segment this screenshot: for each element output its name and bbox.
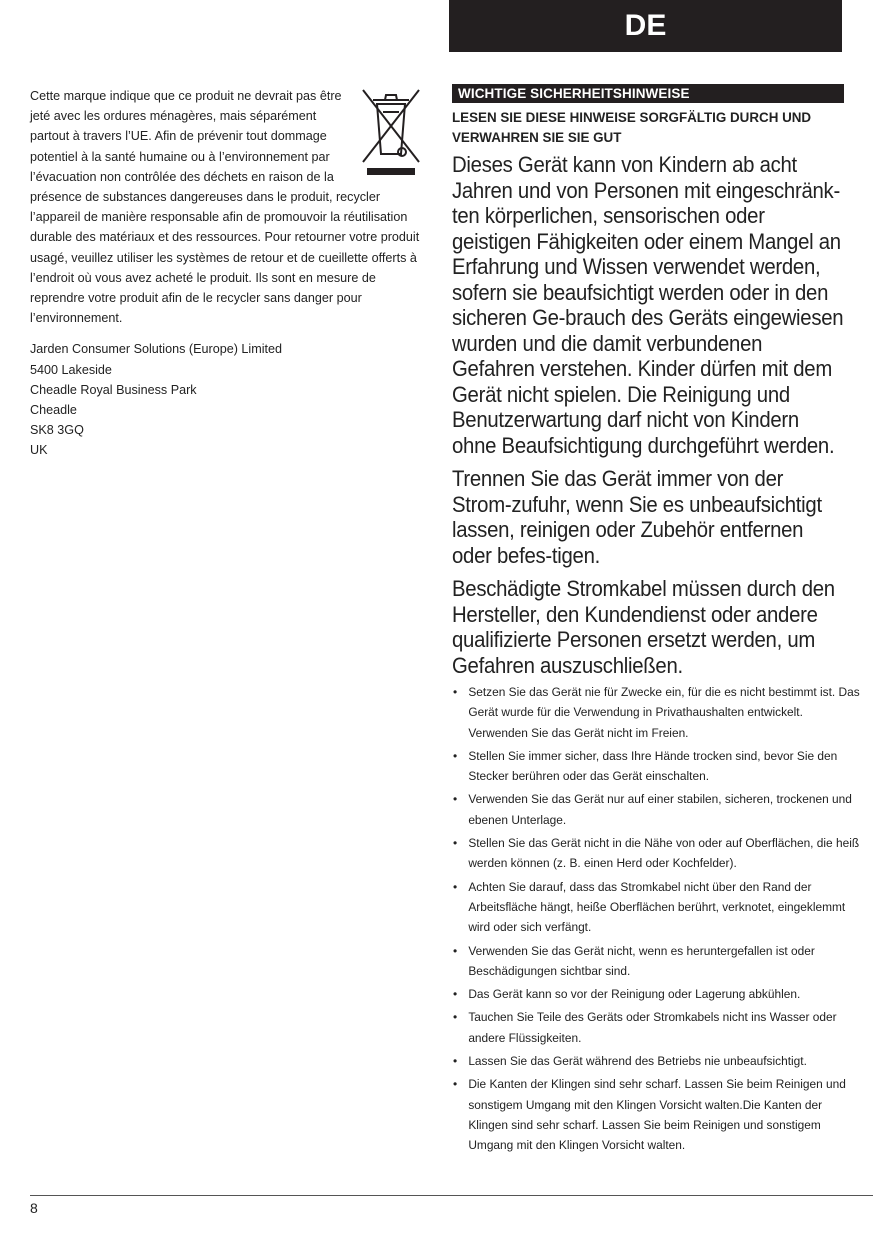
bullet-text: Setzen Sie das Gerät nie für Zwecke ein, für die es nicht bestimmt ist. Das Gerät wurde für die Verwendung in Privathaushalten entwickelt. Verwenden Sie das Gerät nicht im Freien. <box>468 685 860 740</box>
bullet-item <box>452 746 860 787</box>
bullet-item <box>452 1007 860 1048</box>
weee-description: Cette marque indique que ce produit ne devrait pas être jeté avec les ordures ménagères, mais séparément partout à travers l’UE. Afin de prévenir tout dommage potentiel à la santé humaine ou à l’environnement par l’évacuation non contrôlée des déchets en raison de la présence de substances dangereuses dans le produit, recycler l’appareil de manière responsable afin de promouvoir la réutilisation durable des matériaux et des ressources. Pour retourner votre produit usagé, veuillez utiliser les systèmes de retour et de cueillette offerts à l’endroit où vous avez acheté le produit. Ils sont en mesure de reprendre votre produit afin de le recycler sans danger pour l’environnement. <box>30 89 420 326</box>
address-line: 5400 Lakeside <box>30 362 112 377</box>
safety-paragraph: Beschädigte Stromkabel müssen durch den Hersteller, den Kundendienst oder andere qualifizierte Personen ersetzt werden, um Gefahren auszuschließen. <box>452 576 835 678</box>
bullet-marker: • <box>452 1010 458 1025</box>
bullet-item <box>452 877 860 938</box>
address-line: Cheadle Royal Business Park <box>30 382 197 397</box>
crossed-out-wheelie-bin-icon <box>357 86 425 178</box>
bullet-marker: • <box>452 1054 458 1069</box>
bullet-item <box>452 833 860 874</box>
bullet-text: Achten Sie darauf, dass das Stromkabel nicht über den Rand der Arbeitsfläche hängt, heiße Oberflächen berührt, verknotet, eingeklemmt wird oder sich verfängt. <box>468 879 846 935</box>
bullet-item <box>452 682 860 743</box>
safety-bullet-list <box>452 682 860 1156</box>
company-address <box>30 339 425 460</box>
footer-divider <box>30 1195 873 1196</box>
bullet-marker: • <box>452 792 458 807</box>
bullet-text: Stellen Sie immer sicher, dass Ihre Hände trocken sind, bevor Sie den Stecker berühren oder das Gerät einschalten. <box>468 748 838 784</box>
bullet-text: Die Kanten der Klingen sind sehr scharf. Lassen Sie beim Reinigen und sonstigem Umgang mit den Klingen Vorsicht walten.Die Kanten der Klingen sind sehr scharf. Lassen Sie beim Reinigen und sonstigem Umgang mit den Klingen Vorsicht walten. <box>468 1077 846 1153</box>
bullet-text: Lassen Sie das Gerät während des Betriebs nie unbeaufsichtigt. <box>468 1054 807 1069</box>
address-line: SK8 3GQ <box>30 423 84 438</box>
address-line: Cheadle <box>30 403 77 418</box>
bullet-marker: • <box>452 879 458 894</box>
bullet-marker: • <box>452 1077 458 1092</box>
bullet-text: Verwenden Sie das Gerät nur auf einer stabilen, sicheren, trockenen und ebenen Unterlage. <box>468 792 852 827</box>
safety-paragraph: Dieses Gerät kann von Kindern ab acht Jahren und von Personen mit eingeschränk-ten körperlichen, sensorischen oder geistigen Fähigkeiten oder einem Mangel an Erfahrung und Wissen verwendet werden, sofern sie beaufsichtigt werden oder in den sicheren Ge-brauch des Geräts eingewiesen wurden und die damit verbundenen Gefahren verstehen. Kinder dürfen mit dem Gerät nicht spielen. Die Reinigung und Benutzerwartung darf nicht von Kindern ohne Beaufsichtigung durchgeführt werden. <box>452 152 844 458</box>
address-line: UK <box>30 443 48 458</box>
bullet-marker: • <box>452 987 458 1002</box>
bullet-marker: • <box>452 748 458 763</box>
bullet-item <box>452 1051 860 1071</box>
bullet-marker: • <box>452 836 458 851</box>
bullet-item <box>452 789 860 830</box>
address-line: Jarden Consumer Solutions (Europe) Limited <box>30 342 282 357</box>
bullet-text: Das Gerät kann so vor der Reinigung oder Lagerung abkühlen. <box>468 987 801 1002</box>
safety-paragraph: Trennen Sie das Gerät immer von der Strom-zufuhr, wenn Sie es unbeaufsichtigt lassen, reinigen oder Zubehör entfernen oder befes-tigen. <box>452 466 822 568</box>
bullet-text: Stellen Sie das Gerät nicht in die Nähe von oder auf Oberflächen, die heiß werden können (z. B. einen Herd oder Kochfelder). <box>468 836 860 871</box>
language-tab: DE <box>449 0 842 52</box>
bullet-item <box>452 1074 860 1155</box>
page-number: 8 <box>30 1200 38 1216</box>
safety-subheading: LESEN SIE DIESE HINWEISE SORGFÄLTIG DURCH UND VERWAHREN SIE SIE GUT <box>452 110 812 145</box>
bullet-marker: • <box>452 943 458 958</box>
bullet-marker: • <box>452 685 458 699</box>
bullet-text: Verwenden Sie das Gerät nicht, wenn es heruntergefallen ist oder Beschädigungen sichtbar sind. <box>468 943 815 978</box>
bullet-text: Tauchen Sie Teile des Geräts oder Stromkabels nicht ins Wasser oder andere Flüssigkeiten. <box>468 1010 837 1045</box>
weee-notice-column <box>30 86 425 461</box>
bullet-item <box>452 984 860 1004</box>
safety-instructions-column <box>452 84 860 1159</box>
section-title: WICHTIGE SICHERHEITSHINWEISE <box>452 84 844 103</box>
bullet-item <box>452 941 860 982</box>
